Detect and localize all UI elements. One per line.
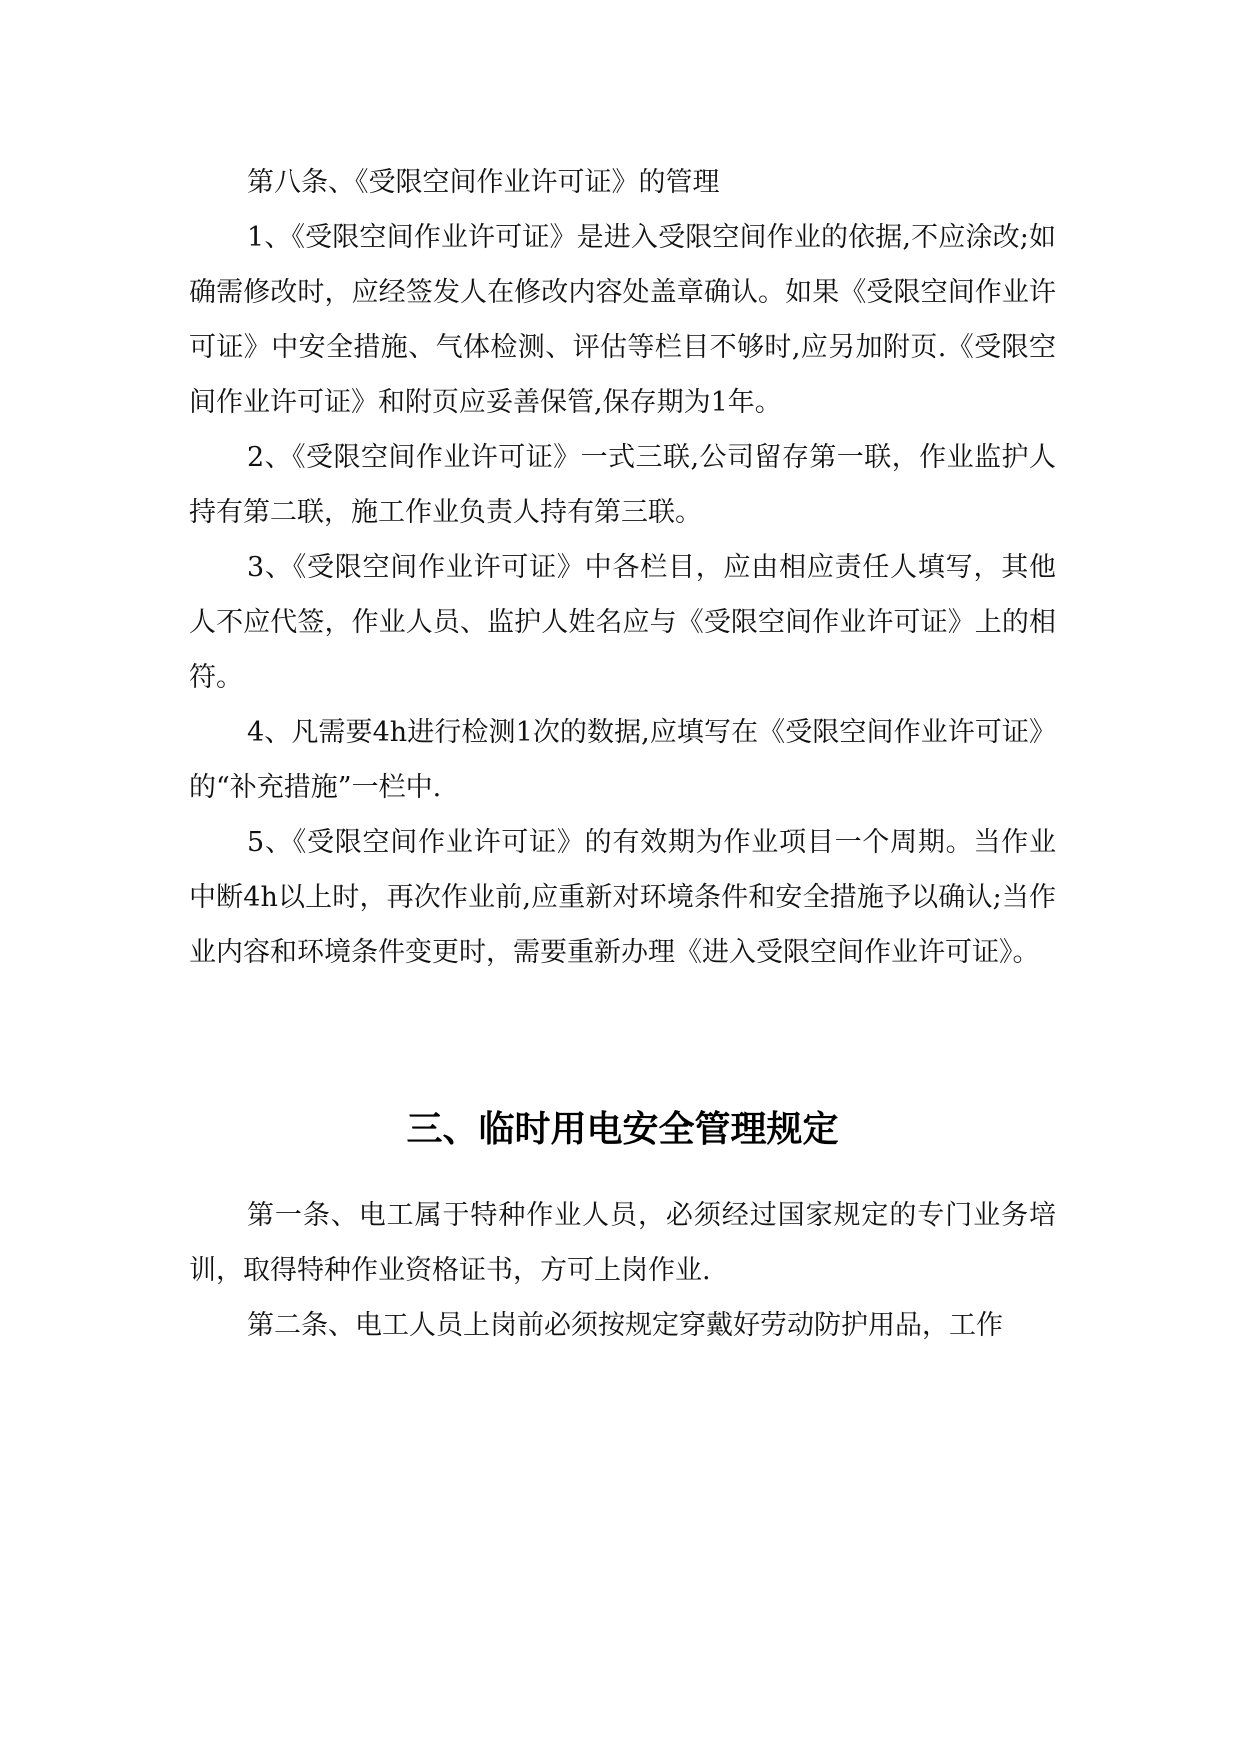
document-body — [189, 155, 1056, 1353]
article-8-item-5: 5、《受限空间作业许可证》的有效期为作业项目一个周期。当作业中断4h以上时，再次作业前,应重新对环境条件和安全措施予以确认;当作业内容和环境条件变更时，需要重新办理《进入受限空间作业许可证》。 — [189, 827, 1056, 968]
article-8-title: 第八条、《受限空间作业许可证》的管理 — [247, 167, 720, 198]
section-3-article-2: 第二条、电工人员上岗前必须按规定穿戴好劳动防护用品，工作 — [247, 1310, 1003, 1341]
article-8-item-2: 2、《受限空间作业许可证》一式三联,公司留存第一联，作业监护人持有第二联，施工作业负责人持有第三联。 — [189, 442, 1056, 528]
section-3-article-1: 第一条、电工属于特种作业人员，必须经过国家规定的专门业务培训，取得特种作业资格证书，方可上岗作业. — [189, 1200, 1056, 1286]
section-spacer — [189, 980, 1056, 1100]
article-8-item-1: 1、《受限空间作业许可证》是进入受限空间作业的依据,不应涂改;如确需修改时，应经签发人在修改内容处盖章确认。如果《受限空间作业许可证》中安全措施、气体检测、评估等栏目不够时,应另加附页.《受限空间作业许可证》和附页应妥善保管,保存期为1年。 — [189, 222, 1056, 418]
article-8-item-4: 4、凡需要4h进行检测1次的数据,应填写在《受限空间作业许可证》的“补充措施”一栏中. — [189, 717, 1056, 803]
section-heading: 三、临时用电安全管理规定 — [406, 1109, 839, 1150]
heading-spacer — [189, 1160, 1056, 1188]
article-8-item-3: 3、《受限空间作业许可证》中各栏目，应由相应责任人填写，其他人不应代签，作业人员、监护人姓名应与《受限空间作业许可证》上的相符。 — [189, 552, 1056, 693]
